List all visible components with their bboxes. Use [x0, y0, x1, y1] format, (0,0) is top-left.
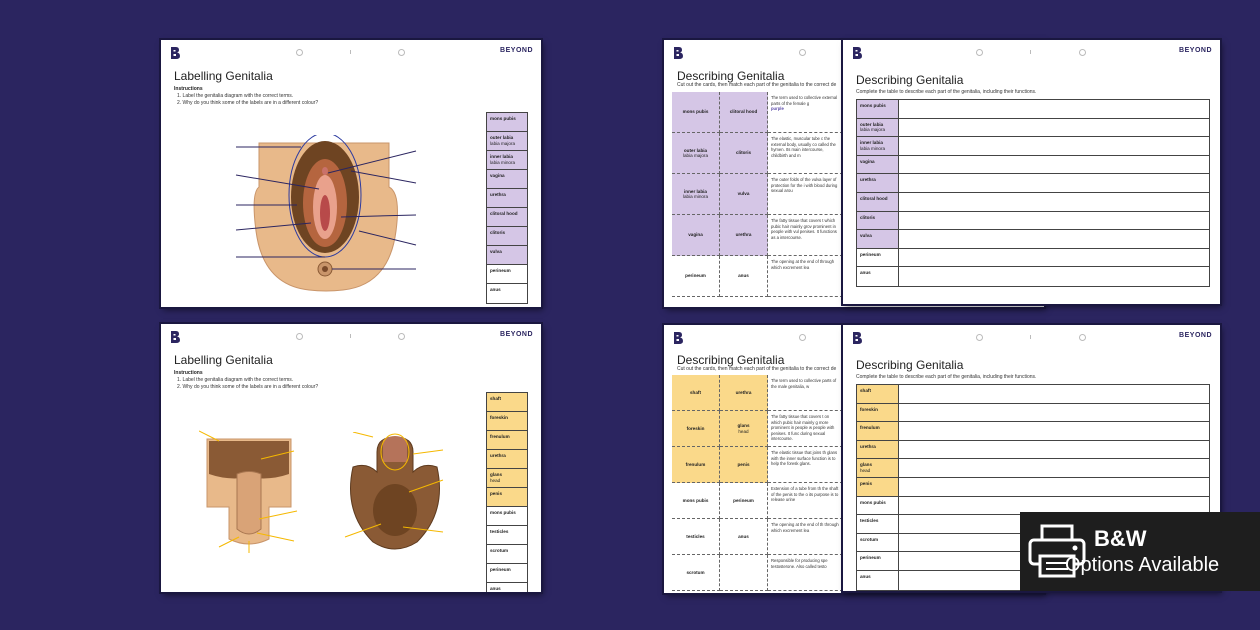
- card-term: vulva: [737, 191, 750, 197]
- card-grid: [672, 375, 843, 591]
- label-term: scrotum: [490, 548, 509, 553]
- punch-hole: [398, 49, 405, 56]
- label-cell: [487, 189, 527, 208]
- term-card: [720, 215, 768, 256]
- label-cell: [487, 227, 527, 246]
- term-card: [720, 483, 768, 519]
- table-term-cell: [857, 497, 899, 515]
- card-term-alt: labia minora: [682, 194, 709, 199]
- table-term-cell: [857, 119, 899, 137]
- card-term: testicles: [686, 533, 705, 539]
- table-row: [857, 459, 1209, 478]
- label-cell: [487, 431, 527, 450]
- page-subtitle: Cut out the cards, then match each part of the genitalia to the correct de: [677, 82, 837, 88]
- description-card: [768, 92, 843, 133]
- description-card: [768, 555, 843, 591]
- table-row: [857, 478, 1209, 497]
- card-term: clitoris: [735, 150, 752, 156]
- penis-diagram: [199, 429, 299, 554]
- table-term-cell: [857, 100, 899, 118]
- description-card: [768, 519, 843, 555]
- card-term: urethra: [735, 389, 752, 395]
- table-row: [857, 422, 1209, 441]
- table-term: shaft: [860, 388, 871, 393]
- description-card: [768, 447, 843, 483]
- fold-mark: [350, 50, 351, 54]
- instruction-item: 1. Label the genitalia diagram with the correct terms.: [177, 93, 294, 99]
- table-answer-cell: [899, 137, 1209, 155]
- label-cell: [487, 151, 527, 170]
- label-cell: [487, 564, 527, 583]
- description-card: [768, 215, 843, 256]
- label-term: perineum: [490, 567, 511, 572]
- description-text: The opening at the end of th through which excrement lea: [771, 522, 839, 533]
- table-term-cell: [857, 422, 899, 440]
- term-card: [672, 256, 720, 297]
- label-term: glans: [490, 472, 502, 477]
- table-term: testicles: [860, 518, 879, 524]
- table-row: [857, 156, 1209, 175]
- table-answer-cell: [899, 174, 1209, 192]
- card-term: foreskin: [686, 425, 705, 431]
- card-term: perineum: [685, 273, 706, 279]
- description-accent: purple: [771, 106, 784, 112]
- instruction-item: 2. Why do you think some of the labels are in a different colour?: [177, 100, 319, 106]
- description-text: The opening at the end of through which excrement lea: [771, 259, 835, 270]
- term-card: [672, 215, 720, 256]
- table-term: mons pubis: [860, 499, 886, 505]
- page-title: Labelling Genitalia: [174, 353, 273, 367]
- brand-name: BEYOND: [1179, 332, 1212, 339]
- logo-icon: [672, 46, 684, 60]
- table-term: anus: [860, 270, 871, 276]
- label-term: frenulum: [490, 434, 510, 439]
- table-term: penis: [860, 480, 872, 486]
- table-term: urethra: [860, 443, 876, 449]
- bw-options-badge: [1020, 512, 1260, 591]
- table-term-cell: [857, 230, 899, 248]
- term-card: [672, 375, 720, 411]
- punch-hole: [976, 49, 983, 56]
- table-answer-cell: [899, 249, 1209, 267]
- card-term: glans: [737, 423, 750, 428]
- vulva-diagram: [231, 135, 421, 295]
- brand-name: BEYOND: [500, 331, 533, 338]
- term-card: [720, 411, 768, 447]
- term-card: [720, 133, 768, 174]
- description-text: The elastic tissue that joins th glans with the inner surface function is to help the foresk glans.: [771, 450, 838, 467]
- label-term: clitoris: [490, 230, 506, 235]
- term-card: [672, 447, 720, 483]
- label-term: foreskin: [490, 415, 508, 420]
- card-term-alt: head: [738, 428, 749, 434]
- badge-subtitle: Options Available: [1065, 554, 1220, 576]
- table-term-cell: [857, 515, 899, 533]
- table-term-cell: [857, 404, 899, 422]
- table-row: [857, 404, 1209, 423]
- table-term: foreskin: [860, 406, 878, 412]
- card-term: urethra: [735, 232, 752, 238]
- table-term: clitoral hood: [860, 195, 888, 201]
- card-term: mons pubis: [682, 497, 709, 503]
- worksheet-table-female: [843, 40, 1220, 304]
- card-term: anus: [738, 273, 749, 279]
- worksheet-labelling-male: [161, 324, 541, 592]
- label-term: shaft: [490, 396, 501, 401]
- table-answer-cell: [899, 100, 1209, 118]
- table-answer-cell: [899, 478, 1209, 496]
- table-row: [857, 385, 1209, 404]
- label-term: vagina: [490, 173, 505, 178]
- label-term-alt: labia minora: [490, 159, 516, 165]
- table-answer-cell: [899, 119, 1209, 137]
- table-row: [857, 137, 1209, 156]
- punch-hole: [296, 333, 303, 340]
- instructions-list: [177, 93, 318, 107]
- label-cell: [487, 265, 527, 284]
- logo-icon: [169, 46, 181, 60]
- punch-hole: [799, 49, 806, 56]
- description-card: [768, 375, 843, 411]
- punch-hole: [1079, 49, 1086, 56]
- card-term: inner labia: [684, 188, 707, 194]
- worksheet-labelling-female: [161, 40, 541, 307]
- term-card: [672, 519, 720, 555]
- table-term-cell: [857, 441, 899, 459]
- table-term-cell: [857, 174, 899, 192]
- label-term: anus: [490, 287, 501, 292]
- label-cell: [487, 450, 527, 469]
- label-cell: [487, 507, 527, 526]
- table-term: inner labia: [860, 140, 883, 146]
- label-cell: [487, 545, 527, 564]
- table-row: [857, 193, 1209, 212]
- brand-name: BEYOND: [500, 47, 533, 54]
- description-table: [856, 99, 1210, 287]
- table-row: [857, 119, 1209, 138]
- term-card: [720, 256, 768, 297]
- page-title: Describing Genitalia: [856, 358, 964, 372]
- table-answer-cell: [899, 441, 1209, 459]
- page-subtitle: Cut out the cards, then match each part of the genitalia to the correct de: [677, 366, 837, 372]
- description-card: [768, 256, 843, 297]
- card-term: clitoral hood: [729, 109, 758, 115]
- term-card: [720, 519, 768, 555]
- card-grid: [672, 92, 843, 297]
- logo-icon: [851, 46, 863, 60]
- page-subtitle: Complete the table to describe each part of the genitalia, including their functions.: [856, 89, 1037, 95]
- table-term-cell: [857, 459, 899, 477]
- table-answer-cell: [899, 193, 1209, 211]
- instructions-list: [177, 377, 318, 391]
- punch-hole: [1079, 334, 1086, 341]
- table-row: [857, 212, 1209, 231]
- logo-icon: [169, 330, 181, 344]
- card-term: perineum: [733, 497, 754, 503]
- card-term: mons pubis: [682, 109, 709, 115]
- instruction-item: 2. Why do you think some of the labels are in a different colour?: [177, 384, 319, 390]
- penis-side-diagram: [343, 432, 448, 557]
- table-term: glans: [860, 462, 872, 468]
- label-cell: [487, 246, 527, 265]
- label-term: perineum: [490, 268, 511, 273]
- table-term-cell: [857, 249, 899, 267]
- page-subtitle: Complete the table to describe each part of the genitalia, including their functions.: [856, 374, 1037, 380]
- label-cell: [487, 170, 527, 189]
- card-term: frenulum: [685, 461, 706, 467]
- table-term-cell: [857, 156, 899, 174]
- table-term: urethra: [860, 177, 876, 183]
- term-card: [672, 555, 720, 591]
- table-term-cell: [857, 534, 899, 552]
- table-term-cell: [857, 212, 899, 230]
- term-card: [672, 92, 720, 133]
- fold-mark: [350, 334, 351, 338]
- table-term: anus: [860, 573, 871, 579]
- label-list: [486, 392, 528, 592]
- card-term: vagina: [688, 232, 703, 238]
- table-row: [857, 230, 1209, 249]
- punch-hole: [799, 334, 806, 341]
- table-answer-cell: [899, 385, 1209, 403]
- term-card: [720, 375, 768, 411]
- table-term-cell: [857, 267, 899, 286]
- label-cell: [487, 469, 527, 488]
- description-text: The term used to collective external parts of the female g: [771, 95, 838, 106]
- table-term: perineum: [860, 555, 881, 561]
- label-term: penis: [490, 491, 502, 496]
- logo-icon: [851, 331, 863, 345]
- instructions-heading: Instructions: [174, 370, 203, 376]
- label-term: mons pubis: [490, 116, 516, 121]
- label-list: [486, 112, 528, 304]
- label-term-alt: labia majora: [490, 140, 516, 146]
- label-cell: [487, 583, 527, 592]
- term-card: [672, 174, 720, 215]
- card-term: anus: [738, 533, 749, 539]
- page-title: Labelling Genitalia: [174, 69, 273, 83]
- table-answer-cell: [899, 230, 1209, 248]
- label-cell: [487, 393, 527, 412]
- label-term: mons pubis: [490, 510, 516, 515]
- table-row: [857, 100, 1209, 119]
- description-card: [768, 483, 843, 519]
- table-term: vulva: [860, 233, 872, 239]
- fold-mark: [1030, 50, 1031, 54]
- table-answer-cell: [899, 459, 1209, 477]
- description-text: The outer folds of the vulva layer of protection for the i with blood during sexual arou: [771, 177, 838, 194]
- label-term: testicles: [490, 529, 509, 534]
- table-term-cell: [857, 385, 899, 403]
- table-term-alt: labia majora: [860, 127, 886, 133]
- label-cell: [487, 412, 527, 431]
- table-answer-cell: [899, 156, 1209, 174]
- table-term-cell: [857, 552, 899, 570]
- label-term: outer labia: [490, 135, 514, 140]
- logo-icon: [672, 331, 684, 345]
- label-cell: [487, 113, 527, 132]
- table-term: frenulum: [860, 425, 880, 431]
- term-card: [720, 555, 768, 591]
- page-title: Describing Genitalia: [677, 353, 785, 367]
- label-term-alt: head: [490, 477, 501, 483]
- description-text: Extension of a tube from th the shaft of the penis to the o its purpose is to release urine: [771, 486, 839, 503]
- badge-title: B&W: [1094, 526, 1147, 551]
- term-card: [720, 447, 768, 483]
- card-term: scrotum: [686, 569, 705, 575]
- label-cell: [487, 284, 527, 303]
- label-term: vulva: [490, 249, 502, 254]
- label-term: urethra: [490, 192, 506, 197]
- card-term: shaft: [690, 389, 701, 395]
- description-text: The term used to collective parts of the male genitalia, w: [771, 378, 837, 389]
- label-cell: [487, 132, 527, 151]
- description-card: [768, 411, 843, 447]
- table-term: mons pubis: [860, 103, 886, 108]
- punch-hole: [398, 333, 405, 340]
- label-cell: [487, 526, 527, 545]
- label-cell: [487, 208, 527, 227]
- table-term: vagina: [860, 158, 875, 164]
- description-text: The fatty tissue that covers t on which pubic hair mainly g more prominent in people w people with penises. It func during sexual intercourse.: [771, 414, 835, 442]
- fold-mark: [1030, 335, 1031, 339]
- card-term: penis: [737, 461, 750, 467]
- instruction-item: 1. Label the genitalia diagram with the correct terms.: [177, 377, 294, 383]
- description-text: Responsible for producing spe testosterone. Also called testo: [771, 558, 828, 569]
- table-row: [857, 267, 1209, 286]
- table-term-cell: [857, 478, 899, 496]
- punch-hole: [296, 49, 303, 56]
- table-answer-cell: [899, 212, 1209, 230]
- label-term: anus: [490, 586, 501, 591]
- table-term-cell: [857, 193, 899, 211]
- table-row: [857, 174, 1209, 193]
- term-card: [672, 483, 720, 519]
- term-card: [672, 133, 720, 174]
- label-cell: [487, 488, 527, 507]
- table-answer-cell: [899, 422, 1209, 440]
- table-row: [857, 249, 1209, 268]
- card-term: outer labia: [683, 147, 708, 153]
- instructions-heading: Instructions: [174, 86, 203, 92]
- description-text: The elastic, muscular tube c the external body, usually co called the hymen. Its main intercourse, childbirth and m: [771, 136, 836, 158]
- page-title: Describing Genitalia: [856, 73, 964, 87]
- description-text: The fatty tissue that covers t which pubic hair mainly grov prominent in people with vul penises. It functions as a intercourse.: [771, 218, 837, 240]
- label-term: clitoral hood: [490, 211, 518, 216]
- term-card: [720, 92, 768, 133]
- description-card: [768, 174, 843, 215]
- card-term-alt: labia majora: [682, 153, 709, 158]
- table-term: perineum: [860, 251, 881, 257]
- punch-hole: [976, 334, 983, 341]
- table-row: [857, 441, 1209, 460]
- table-term: clitoris: [860, 214, 876, 220]
- table-term: scrotum: [860, 536, 879, 542]
- table-term-cell: [857, 137, 899, 155]
- label-term: inner labia: [490, 154, 513, 159]
- term-card: [672, 411, 720, 447]
- table-term-alt: head: [860, 467, 871, 473]
- label-term: urethra: [490, 453, 506, 458]
- table-term-alt: labia minora: [860, 145, 886, 151]
- table-answer-cell: [899, 267, 1209, 286]
- table-answer-cell: [899, 404, 1209, 422]
- page-title: Describing Genitalia: [677, 69, 785, 83]
- brand-name: BEYOND: [1179, 47, 1212, 54]
- table-term: outer labia: [860, 121, 884, 127]
- table-term-cell: [857, 571, 899, 590]
- description-card: [768, 133, 843, 174]
- term-card: [720, 174, 768, 215]
